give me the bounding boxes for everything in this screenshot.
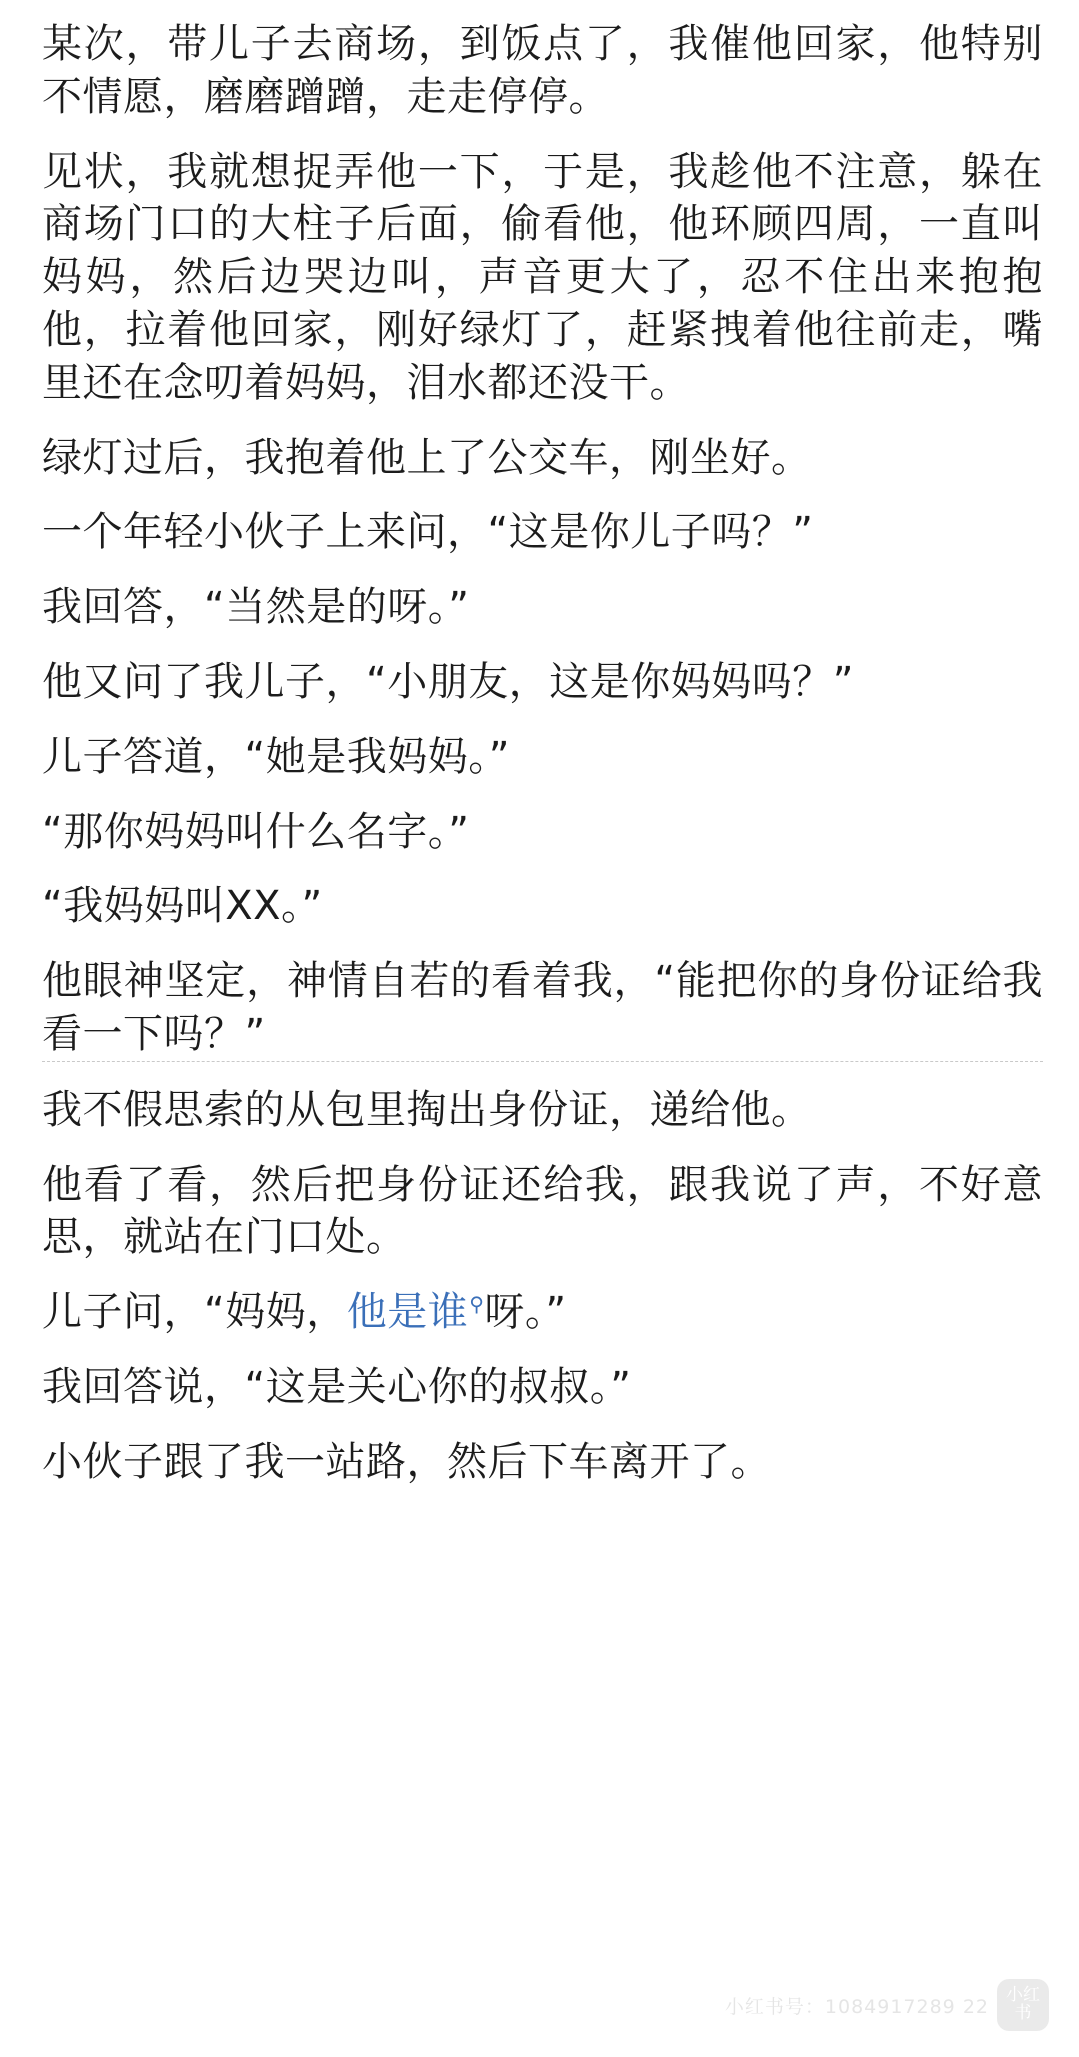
paragraph-with-link	[42, 1286, 1043, 1339]
paragraph: “我妈妈叫XX。”	[42, 883, 323, 930]
watermark-id: 小红书号：1084917289 22	[724, 1995, 989, 2018]
paragraph: 绿灯过后，我抱着他上了公交车，刚坐好。	[42, 434, 812, 481]
paragraph: 我回答说，“这是关心你的叔叔。”	[42, 1363, 632, 1410]
paragraph: 我回答，“当然是的呀。”	[42, 584, 470, 631]
watermark-text-stack	[725, 1992, 989, 2019]
search-icon: ⚲	[469, 1291, 485, 1316]
watermark	[725, 1979, 1049, 2031]
paragraph: 我不假思索的从包里掏出身份证，递给他。	[42, 1086, 812, 1133]
inline-link-label: 他是谁	[346, 1289, 469, 1336]
paragraph: 见状，我就想捉弄他一下，于是，我趁他不注意，躲在商场门口的大柱子后面，偷看他，他环顾四周，一直叫妈妈，然后边哭边叫，声音更大了，忍不住出来抱抱他，拉着他回家，刚好绿灯了，赶紧拽着他往前走，嘴里还在念叨着妈妈，泪水都还没干。	[42, 148, 1043, 406]
paragraph-text-suffix: 呀。”	[484, 1289, 567, 1336]
paragraph: 小伙子跟了我一站路，然后下车离开了。	[42, 1438, 771, 1485]
watermark-logo: 小红书	[997, 1979, 1049, 2031]
paragraph: 他眼神坚定，神情自若的看着我，“能把你的身份证给我看一下吗？”	[42, 955, 1043, 1062]
paragraph: 一个年轻小伙子上来问，“这是你儿子吗？”	[42, 509, 814, 556]
paragraph: 他又问了我儿子，“小朋友，这是你妈妈吗？”	[42, 658, 854, 705]
paragraph: 他看了看，然后把身份证还给我，跟我说了声，不好意思，就站在门口处。	[42, 1161, 1043, 1261]
inline-search-link[interactable]	[347, 1289, 485, 1335]
paragraph: “那你妈妈叫什么名字。”	[42, 808, 470, 855]
paragraph: 某次，带儿子去商场，到饭点了，我催他回家，他特别不情愿，磨磨蹭蹭，走走停停。	[42, 21, 1043, 120]
paragraph: 儿子答道，“她是我妈妈。”	[42, 733, 510, 780]
paragraph-text-prefix: 儿子问，“妈妈，	[42, 1289, 347, 1336]
